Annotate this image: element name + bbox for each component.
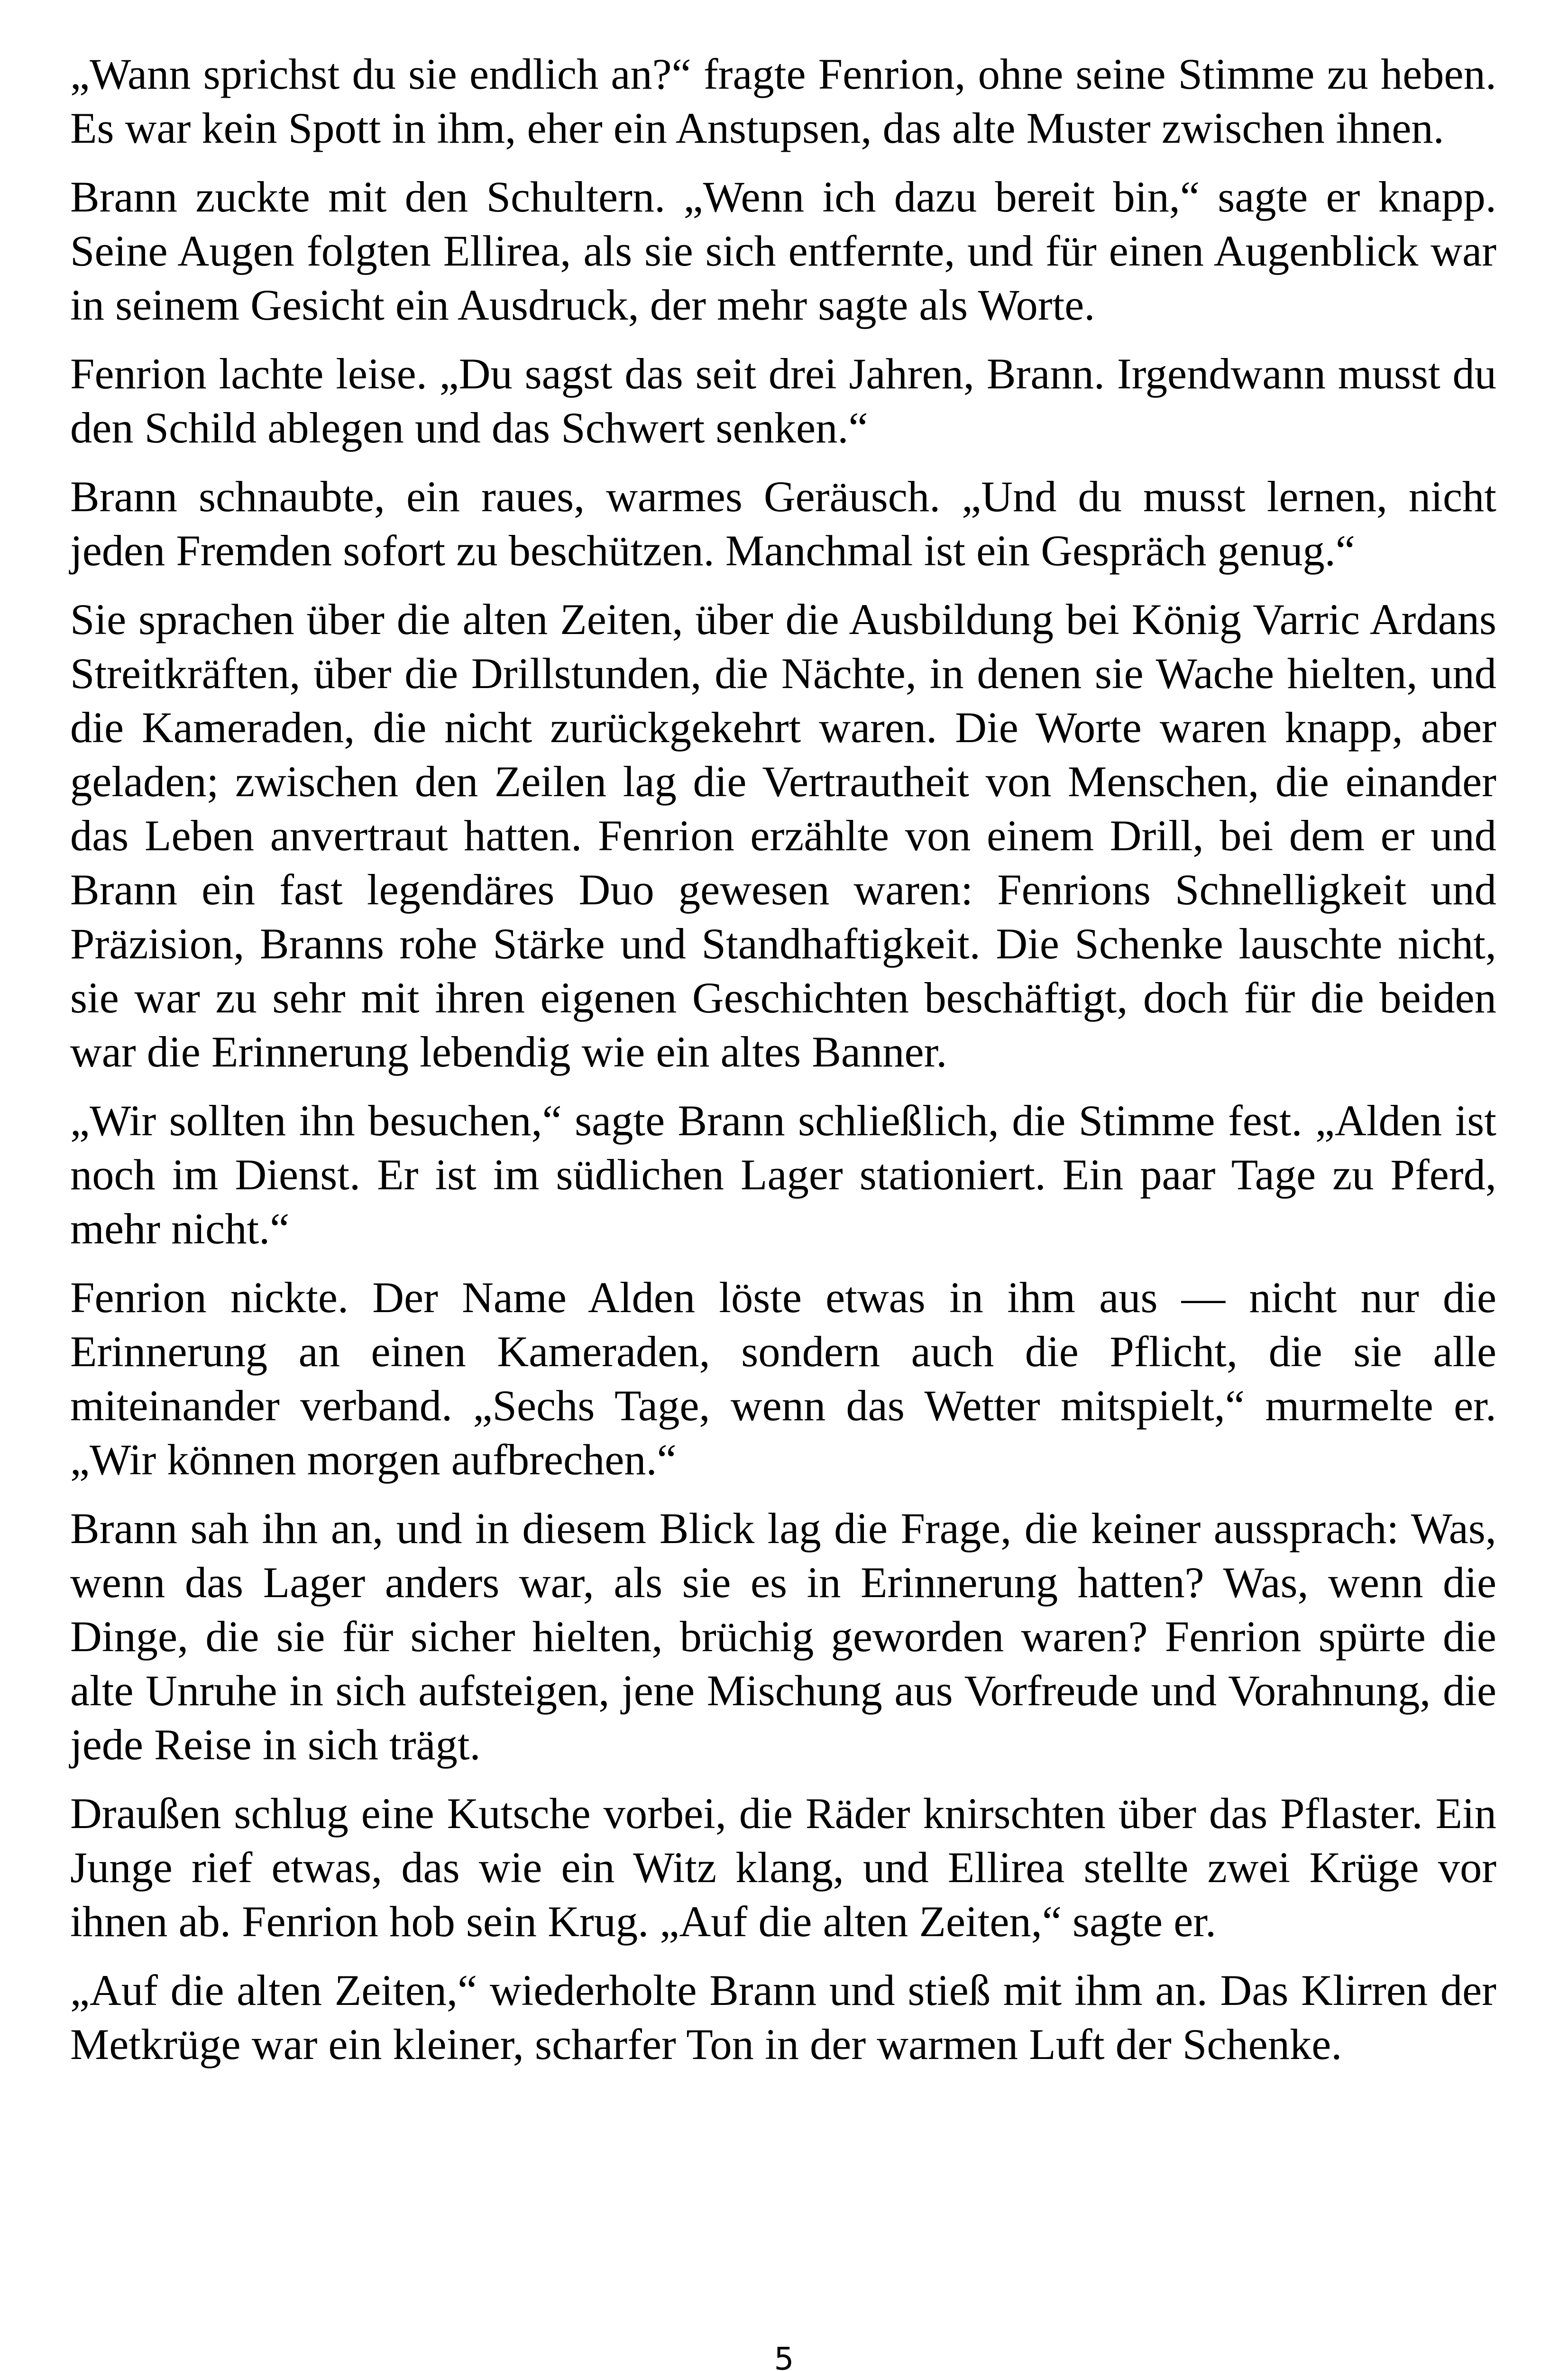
page-body: [70, 47, 1496, 2086]
paragraph-3: Fenrion lachte leise. „Du sagst das seit drei Jahren, Brann. Irgendwann musst du den Schild ablegen und das Schwert senken.“: [70, 350, 1496, 452]
paragraph-5: Sie sprachen über die alten Zeiten, über die Ausbildung bei König Varric Ardans Streitkräften, über die Drillstunden, die Nächte, in denen sie Wache hielten, und die Kameraden, die nicht zurückgekehrt waren. Die Worte waren knapp, aber geladen; zwischen den Zeilen lag die Vertrautheit von Menschen, die einander das Leben anvertraut hatten. Fenrion erzählte von einem Drill, bei dem er und Brann ein fast legendäres Duo gewesen waren: Fenrions Schnelligkeit und Präzision, Branns rohe Stärke und Standhaftigkeit. Die Schenke lauschte nicht, sie war zu sehr mit ihren eigenen Geschichten beschäftigt, doch für die beiden war die Erinnerung lebendig wie ein altes Banner.: [70, 596, 1496, 1076]
paragraph-2: Brann zuckte mit den Schultern. „Wenn ich dazu bereit bin,“ sagte er knapp. Seine Augen folgten Ellirea, als sie sich entfernte, und für einen Augenblick war in seinem Gesicht ein Ausdruck, der mehr sagte als Worte.: [70, 173, 1496, 330]
paragraph-10: „Auf die alten Zeiten,“ wiederholte Brann und stieß mit ihm an. Das Klirren der Metkrüge war ein kleiner, scharfer Ton in der warmen Luft der Schenke.: [70, 1967, 1496, 2069]
paragraph-7: Fenrion nickte. Der Name Alden löste etwas in ihm aus — nicht nur die Erinnerung an einen Kameraden, sondern auch die Pflicht, die sie alle miteinander verband. „Sechs Tage, wenn das Wetter mitspielt,“ murmelte er. „Wir können morgen aufbrechen.“: [70, 1274, 1496, 1484]
paragraph-1: „Wann sprichst du sie endlich an?“ fragte Fenrion, ohne seine Stimme zu heben. Es war kein Spott in ihm, eher ein Anstupsen, das alte Muster zwischen ihnen.: [70, 50, 1496, 153]
paragraph-8: Brann sah ihn an, und in diesem Blick lag die Frage, die keiner aussprach: Was, wenn das Lager anders war, als sie es in Erinnerung hatten? Was, wenn die Dinge, die sie für sicher hielten, brüchig geworden waren? Fenrion spürte die alte Unruhe in sich aufsteigen, jene Mischung aus Vorfreude und Vorahnung, die jede Reise in sich trägt.: [70, 1505, 1496, 1769]
paragraph-6: „Wir sollten ihn besuchen,“ sagte Brann schließlich, die Stimme fest. „Alden ist noch im Dienst. Er ist im südlichen Lager stationiert. Ein paar Tage zu Pferd, mehr nicht.“: [70, 1097, 1496, 1253]
paragraph-9: Draußen schlug eine Kutsche vorbei, die Räder knirschten über das Pflaster. Ein Junge rief etwas, das wie ein Witz klang, und Ellirea stellte zwei Krüge vor ihnen ab. Fenrion hob sein Krug. „Auf die alten Zeiten,“ sagte er.: [70, 1790, 1496, 1946]
paragraph-4: Brann schnaubte, ein raues, warmes Geräusch. „Und du musst lernen, nicht jeden Fremden sofort zu beschützen. Manchmal ist ein Gespräch genug.“: [70, 473, 1496, 575]
page-number: 5: [774, 2341, 794, 2371]
